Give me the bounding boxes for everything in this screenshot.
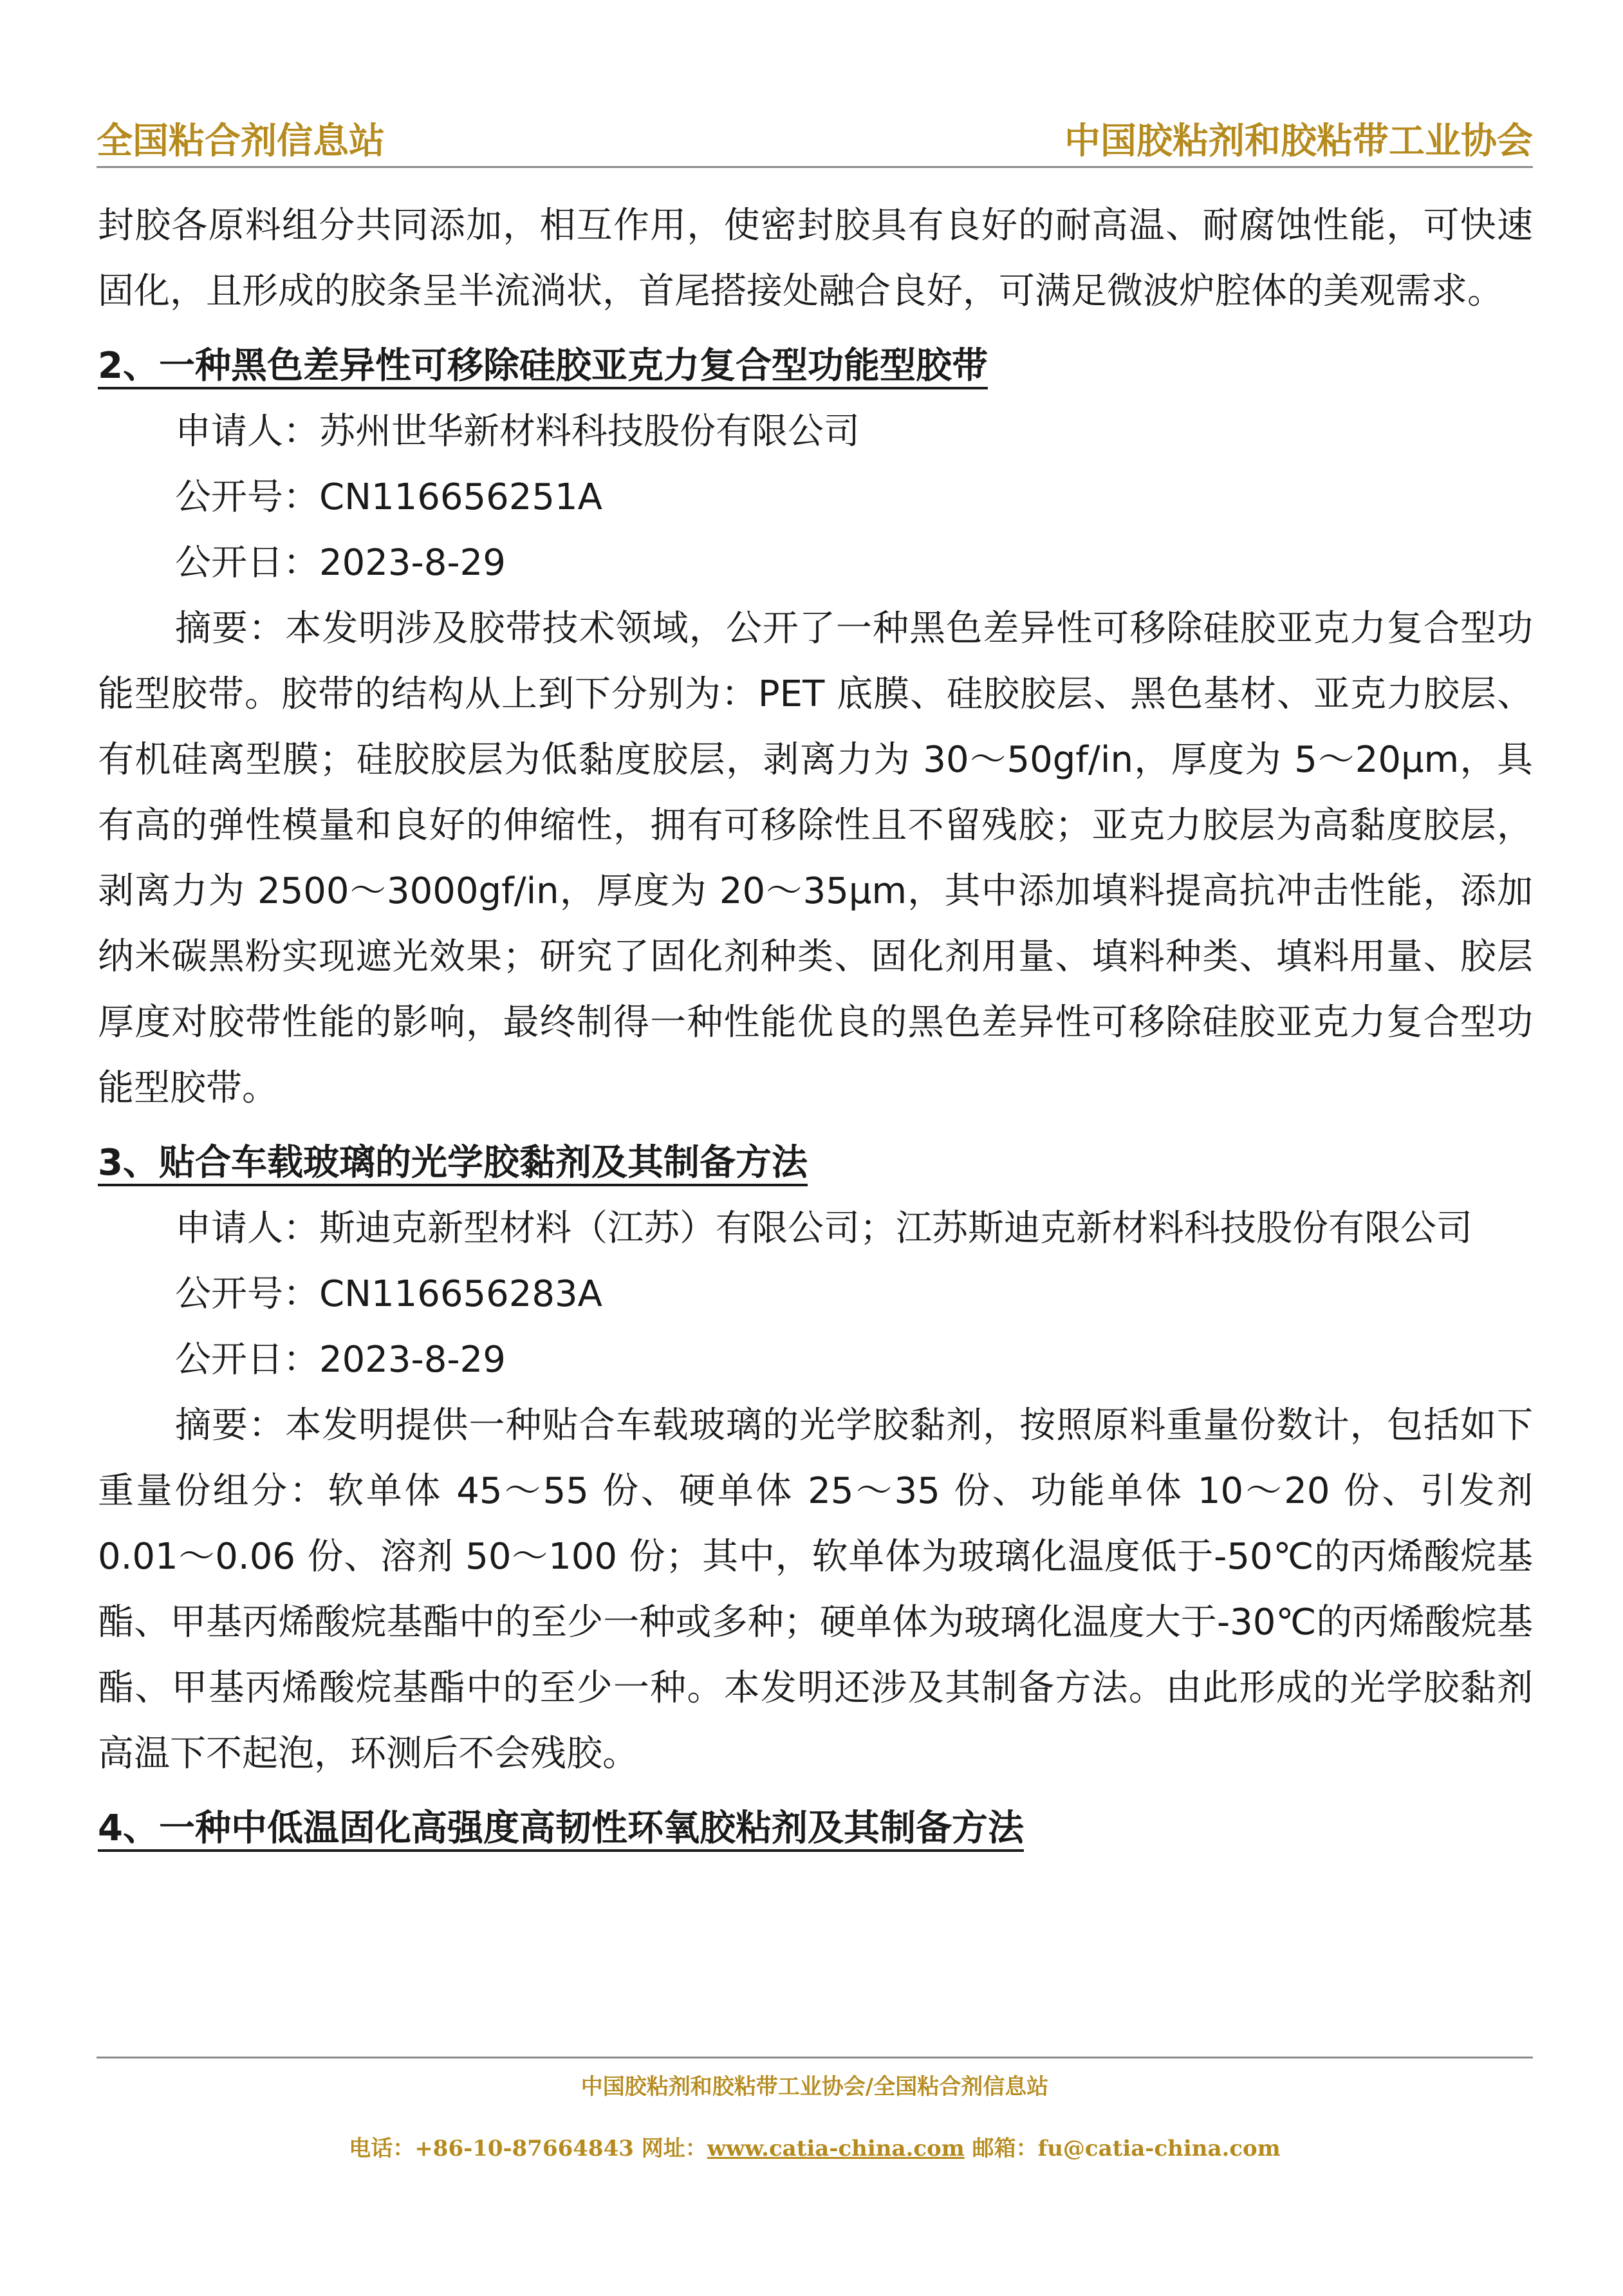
footer-email[interactable]: 邮箱：fu@catia-china.com bbox=[964, 2136, 1281, 2161]
publication-date: 公开日：2023-8-29 bbox=[175, 542, 506, 584]
next-entry-heading: 4、一种中低温固化高强度高韧性环氧胶粘剂及其制备方法 bbox=[98, 1807, 1024, 1849]
footer-phone: 电话：+86-10-87664843 网址： bbox=[349, 2136, 707, 2161]
publication-date: 公开日：2023-8-29 bbox=[175, 1339, 506, 1381]
patent-entry-3 bbox=[98, 1130, 1533, 1787]
entry-heading: 2、一种黑色差异性可移除硅胶亚克力复合型功能型胶带 bbox=[98, 345, 988, 387]
publication-number: 公开号：CN116656251A bbox=[175, 476, 602, 518]
header-right-title: 中国胶粘剂和胶粘带工业协会 bbox=[1064, 120, 1533, 162]
abstract-paragraph: 摘要：本发明涉及胶带技术领域，公开了一种黑色差异性可移除硅胶亚克力复合型功能型胶带。胶带的结构从上到下分别为：PET 底膜、硅胶胶层、黑色基材、亚克力胶层、有机硅离型膜；硅胶胶层为低黏度胶层，剥离力为 30～50gf/in，厚度为 5～20μm，具有高的弹性模量和良好的伸缩性，拥有可移除性且不留残胶；亚克力胶层为高黏度胶层，剥离力为 2500～3000gf/in，厚度为 20～35μm，其中添加填料提高抗冲击性能，添加纳米碳黑粉实现遮光效果；研究了固化剂种类、固化剂用量、填料种类、填料用量、胶层厚度对胶带性能的影响，最终制得一种性能优良的黑色差异性可移除硅胶亚克力复合型功能型胶带。 bbox=[98, 608, 1533, 1109]
patent-entry-2 bbox=[98, 333, 1533, 1121]
page-header bbox=[97, 116, 1533, 168]
publication-number: 公开号：CN116656283A bbox=[175, 1273, 602, 1315]
footer-contact bbox=[97, 2129, 1533, 2168]
page-footer bbox=[97, 2057, 1533, 2168]
entry-heading: 3、贴合车载玻璃的光学胶黏剂及其制备方法 bbox=[98, 1142, 808, 1184]
header-left-title: 全国粘合剂信息站 bbox=[97, 120, 385, 162]
applicant-text: 申请人：苏州世华新材料科技股份有限公司 bbox=[175, 411, 860, 453]
footer-website-link[interactable]: www.catia-china.com bbox=[707, 2136, 965, 2161]
intro-paragraph: 封胶各原料组分共同添加，相互作用，使密封胶具有良好的耐高温、耐腐蚀性能，可快速固化，且形成的胶条呈半流淌状，首尾搭接处融合良好，可满足微波炉腔体的美观需求。 bbox=[98, 205, 1533, 312]
footer-organization: 中国胶粘剂和胶粘带工业协会/全国粘合剂信息站 bbox=[580, 2074, 1049, 2100]
document-body bbox=[98, 193, 1533, 1862]
abstract-paragraph: 摘要：本发明提供一种贴合车载玻璃的光学胶黏剂，按照原料重量份数计，包括如下重量份组分：软单体 45～55 份、硬单体 25～35 份、功能单体 10～20 份、引发剂 0.01～0.06 份、溶剂 50～100 份；其中，软单体为玻璃化温度低于-50℃的丙烯酸烷基酯、甲基丙烯酸烷基酯中的至少一种或多种；硬单体为玻璃化温度大于-30℃的丙烯酸烷基酯、甲基丙烯酸烷基酯中的至少一种。本发明还涉及其制备方法。由此形成的光学胶黏剂高温下不起泡，环测后不会残胶。 bbox=[98, 1405, 1533, 1775]
applicant-text: 申请人：斯迪克新型材料（江苏）有限公司；江苏斯迪克新材料科技股份有限公司 bbox=[175, 1208, 1472, 1249]
